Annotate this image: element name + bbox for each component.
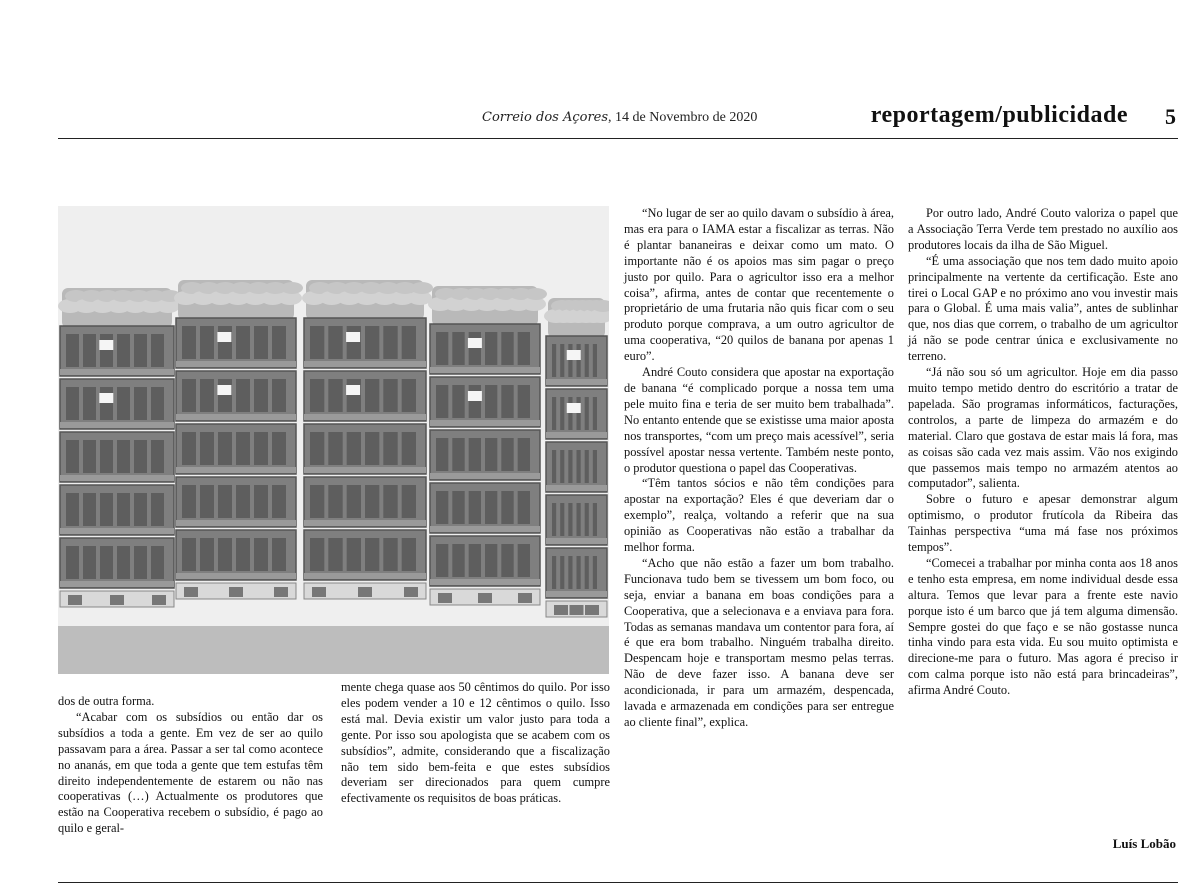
article-paragraph: André Couto considera que apostar na exportação de banana “é complicado porque a nossa tem uma pele muito fina e teria de ser muito bem trabalhada”. No entanto entende que se existisse uma maior aposta nos transportes, “com um preço mais acessível”, seria possível apostar nessa vertente. Também neste ponto, o produtor questiona o papel das Cooperativas.	[624, 365, 894, 475]
banana-crates-photo	[58, 206, 609, 674]
article-paragraph: Sobre o futuro e apesar demonstrar algum optimismo, o produtor frutícola da Ribeira das Tainhas perspectiva “uma má fase nos próximos tempos”.	[908, 492, 1178, 555]
article-paragraph: “É uma associação que nos tem dado muito apoio principalmente na vertente da certificação. Este ano tirei o Local GAP e no próximo ano vou investir mais para o Global. É uma mais valia”, antes de sublinhar que, nos dias que correm, o trabalho de um agricultor já não se pode centrar única e exclusivamente no terreno.	[908, 253, 1178, 364]
page-number: 5	[1165, 104, 1176, 129]
article-paragraph: Por outro lado, André Couto valoriza o papel que a Associação Terra Verde tem prestado no auxílio aos produtores locais da ilha de São Miguel.	[908, 206, 1178, 252]
article-paragraph: mente chega quase aos 50 cêntimos do quilo. Por isso eles podem vender a 10 e 12 cêntimos o quilo. Isso está mal. Devia existir um valor justo para toda a gente. Por isso sou apologista que se acabem com os subsídios”, admite, considerando que a fiscalização não tem sido bem-feita e que estes subsídios deveriam ser direcionados para quem cumpre efectivamente os requisitos de boas práticas.	[341, 680, 610, 806]
article-column-3	[624, 206, 894, 731]
article-paragraph: “Já não sou só um agricultor. Hoje em dia passo muito tempo metido dentro do escritório a tratar de papelada. São programas informáticos, facturações, controlos, a parte de limpeza do armazém e do material. Claro que gostava de estar mais lá fora, mas as coisas são cada vez mais assim. Vão nos exigindo que passemos mais tempo no armazém atentos ao computador”, salienta.	[908, 365, 1178, 491]
article-paragraph: dos de outra forma.	[58, 694, 155, 708]
article-paragraph: “Comecei a trabalhar por minha conta aos 18 anos e tenho esta empresa, em nome individual desde essa altura. Temos que levar para a frente este navio porque isto é um barco que já tem alguma dimensão. Sempre gostei do que faço e se não gostasse nunca tinha vindo para esta vida. Eu sou muito optimista e direcione-me para o futuro. Mas agora é preciso ir com calma porque isto não está para brincadeiras”, afirma André Couto.	[908, 555, 1178, 698]
footer-rule	[58, 882, 1178, 883]
article-paragraph: “Acho que não estão a fazer um bom trabalho. Funcionava tudo bem se tivessem um bom foco, ou seja, enviar a banana em boas condições para a Cooperativa, que a selecionava e a enviava para fora. Todas as semanas mandava um contentor para fora, aí é que era bom trabalho. Ninguém trabalha direito. Despencam hoje e transportam mesmo pelas terras. Não de deve fazer isso. A banana deve ser acondicionada, ir para um armazém, despencada, lavada e armazenada em condições para ser entregue ao cliente final”, explica.	[624, 555, 894, 729]
page-header	[58, 100, 1178, 138]
header-rule	[58, 138, 1178, 139]
article-paragraph: “No lugar de ser ao quilo davam o subsídio à área, mas era para o IAMA estar a fiscalizar as terras. Não é plantar bananeiras e deixar como um mato. O importante não é os apoios mas sim pagar o preço justo por quilo. Para o agricultor isso era a melhor coisa”, afirma, antes de contar que recentemente o proprietário de uma frutaria não quis ficar com o seu produto porque comprava, a um outro agricultor de uma cooperativa, “20 quilos de banana por apenas 1 euro”.	[624, 206, 894, 364]
banana-crates-icon	[58, 206, 609, 674]
author-signature: Luís Lobão	[1112, 836, 1176, 851]
article-column-2	[341, 680, 610, 807]
article-paragraph: “Acabar com os subsídios ou então dar os subsídios a toda a gente. Em vez de ser ao quilo passavam para a área. Passar a ser tal como acontece no ananás, em que toda a gente que tem estufas têm direito independentemente de estarem ou não nas cooperativas (…) Actualmente os produtores que estão na Cooperativa recebem o subsídio, é pago ao quilo e geral-	[58, 709, 323, 836]
article-paragraph: “Têm tantos sócios e não têm condições para apostar na exportação? Eles é que deveriam dar o exemplo”, realça, voltando a referir que na sua opinião as Cooperativas não estão a trabalhar da melhor forma.	[624, 476, 894, 555]
article-column-4	[908, 206, 1178, 699]
paper-masthead	[482, 110, 757, 126]
section-title: reportagem/publicidade	[870, 102, 1128, 128]
publication-date: , 14 de Novembro de 2020	[608, 110, 758, 125]
paper-name: Correio dos Açores	[482, 110, 609, 125]
article-column-1	[58, 694, 323, 837]
